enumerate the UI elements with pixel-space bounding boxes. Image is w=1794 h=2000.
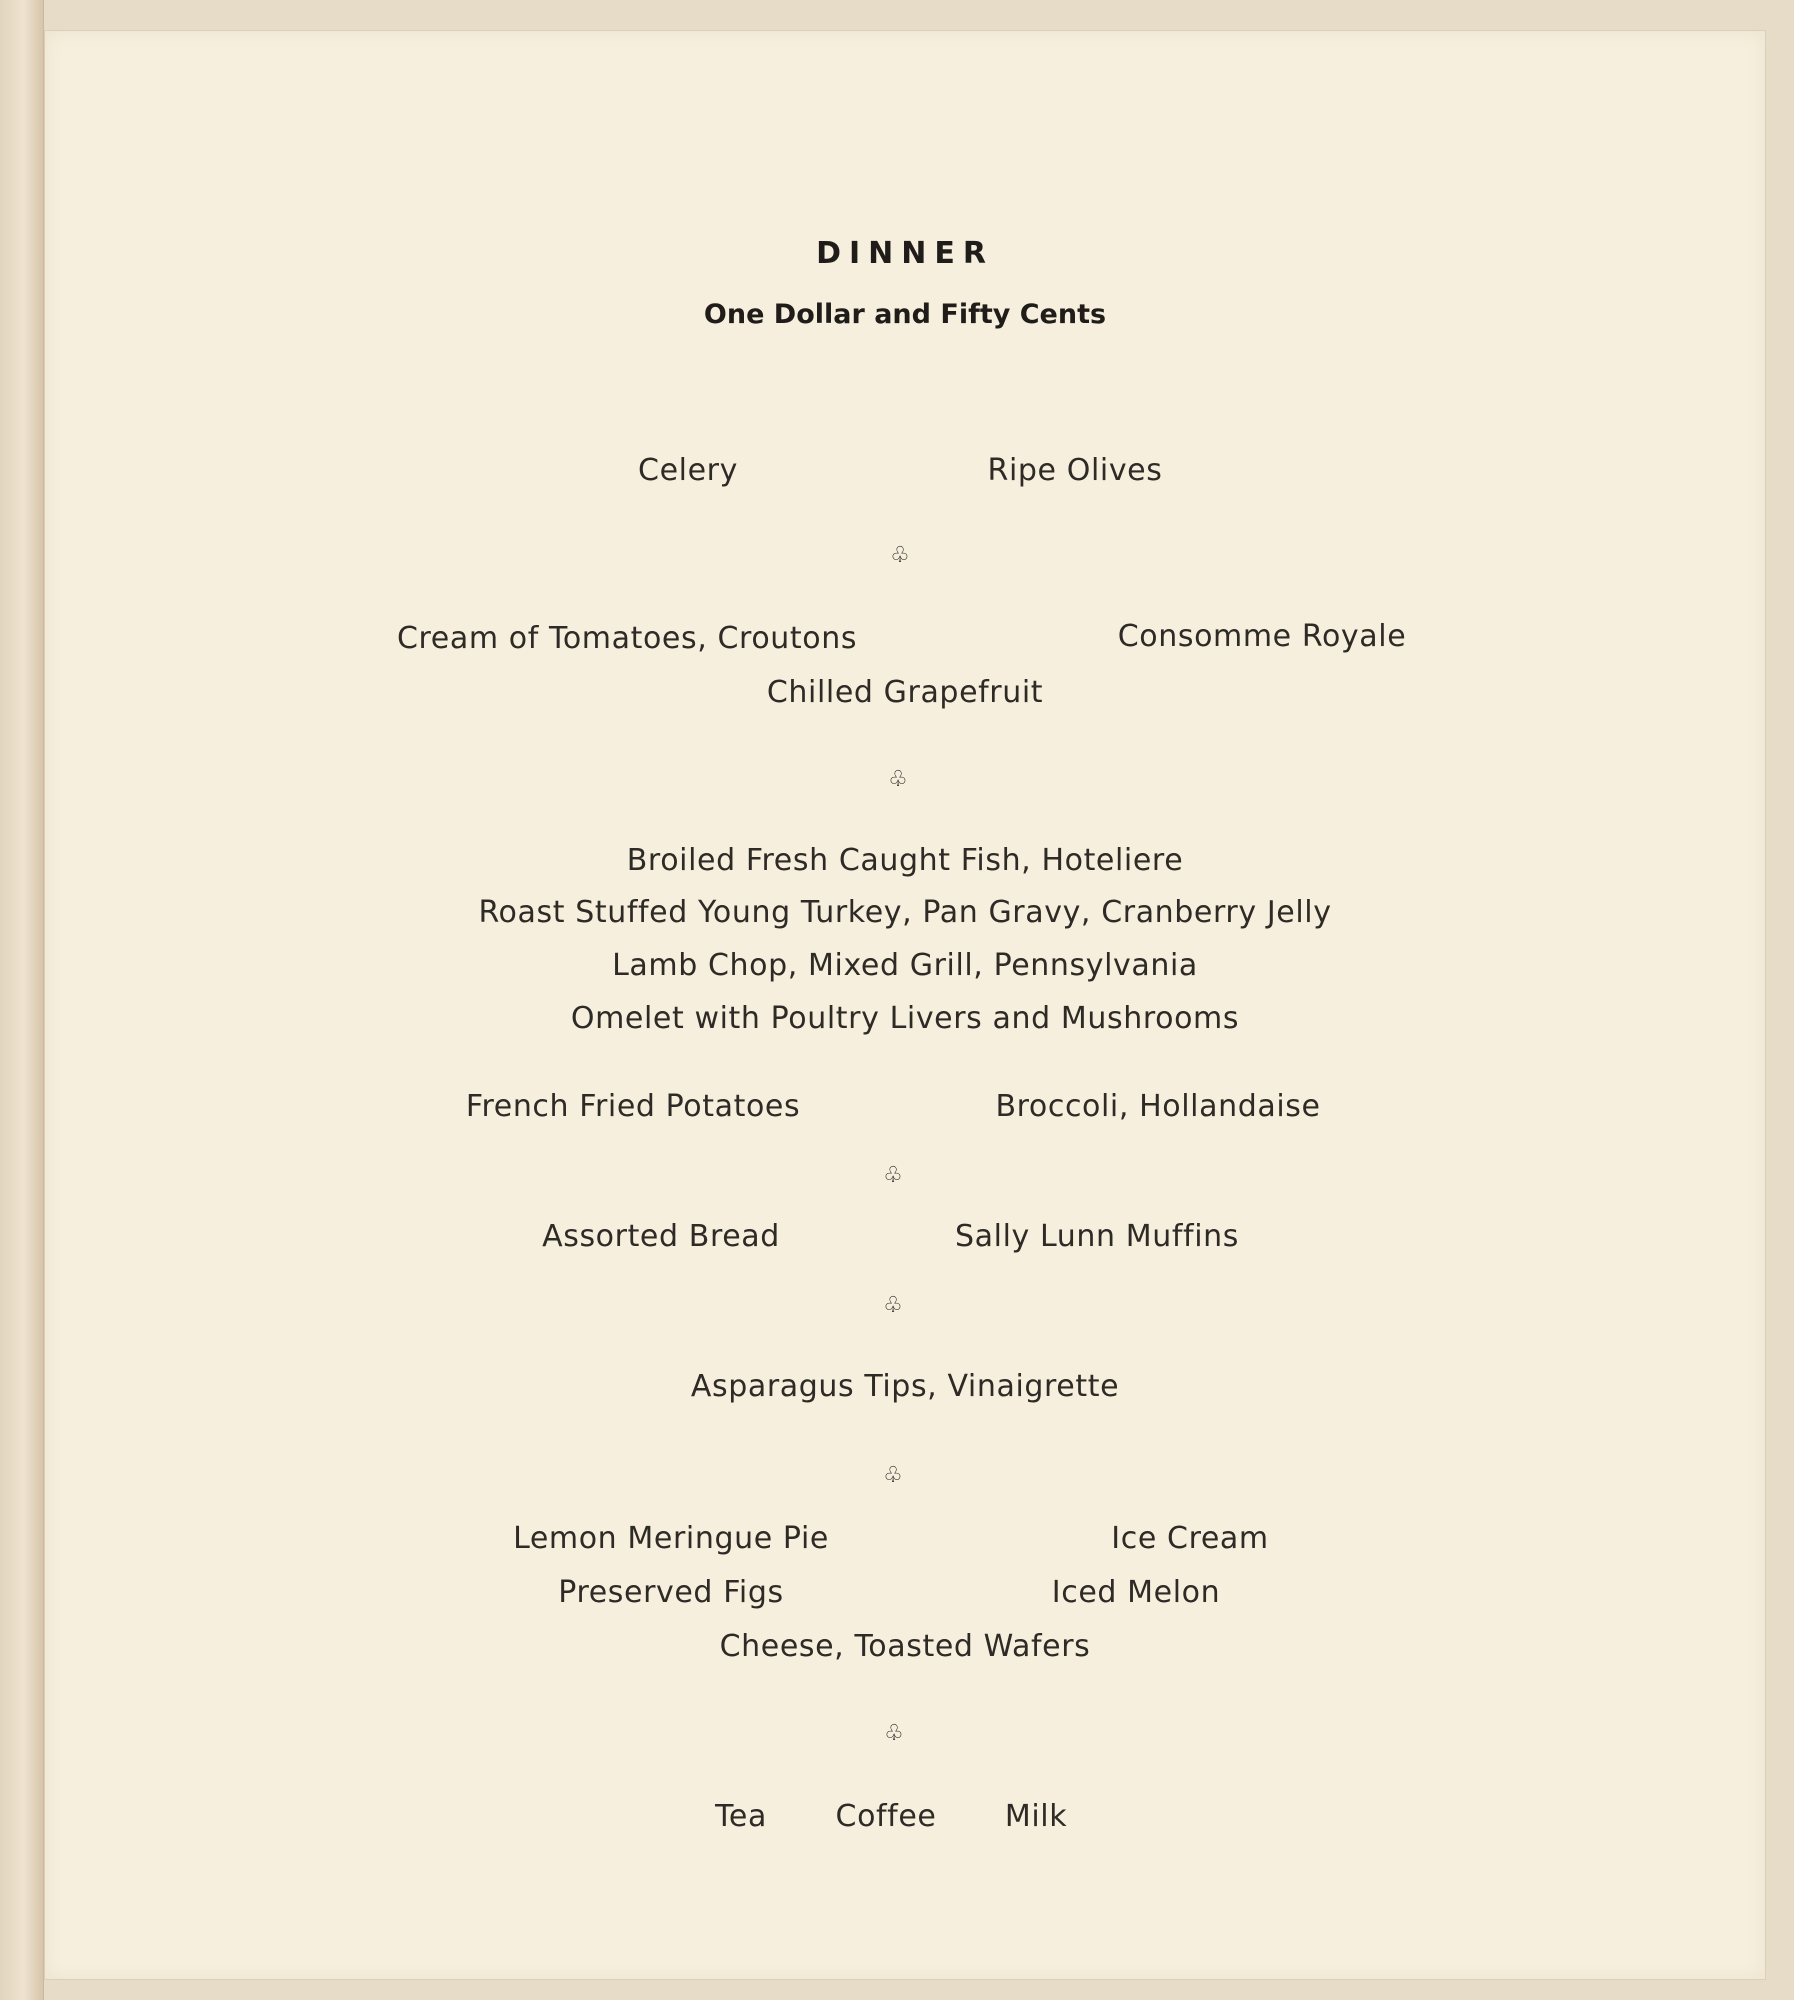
separator-club-icon: ♧: [883, 1163, 903, 1188]
page-binding-edge: [0, 0, 44, 2000]
bread-sally-lunn-muffins: Sally Lunn Muffins: [955, 1219, 1239, 1254]
separator-club-icon: ♧: [884, 1721, 904, 1746]
beverage-milk: Milk: [1004, 1799, 1068, 1834]
soup-cream-of-tomatoes: Cream of Tomatoes, Croutons: [396, 621, 858, 656]
separator-club-icon: ♧: [890, 543, 910, 568]
entree-item: Omelet with Poultry Livers and Mushrooms: [570, 1001, 1240, 1036]
menu-page: [44, 30, 1766, 1980]
dessert-cheese-toasted-wafers: Cheese, Toasted Wafers: [719, 1629, 1091, 1664]
side-broccoli-hollandaise: Broccoli, Hollandaise: [995, 1089, 1321, 1124]
salad-asparagus-tips: Asparagus Tips, Vinaigrette: [690, 1369, 1120, 1404]
menu-title: DINNER: [816, 236, 994, 271]
dessert-ice-cream: Ice Cream: [1111, 1521, 1269, 1556]
dessert-preserved-figs: Preserved Figs: [558, 1575, 784, 1610]
separator-club-icon: ♧: [883, 1293, 903, 1318]
bread-assorted: Assorted Bread: [542, 1219, 780, 1254]
appetizer-ripe-olives: Ripe Olives: [987, 453, 1163, 488]
entree-item: Broiled Fresh Caught Fish, Hoteliere: [626, 843, 1184, 878]
beverage-tea: Tea: [715, 1799, 767, 1834]
soup-consomme-royale: Consomme Royale: [1117, 619, 1407, 654]
menu-price: One Dollar and Fifty Cents: [703, 299, 1107, 330]
separator-club-icon: ♧: [888, 767, 908, 792]
dessert-iced-melon: Iced Melon: [1051, 1575, 1221, 1610]
separator-club-icon: ♧: [883, 1463, 903, 1488]
appetizer-celery: Celery: [638, 453, 738, 488]
side-french-fried-potatoes: French Fried Potatoes: [465, 1089, 801, 1124]
starter-chilled-grapefruit: Chilled Grapefruit: [766, 675, 1044, 710]
entree-item: Roast Stuffed Young Turkey, Pan Gravy, Cranberry Jelly: [478, 895, 1332, 930]
beverage-coffee: Coffee: [835, 1799, 937, 1834]
dessert-lemon-meringue-pie: Lemon Meringue Pie: [513, 1521, 829, 1556]
entree-item: Lamb Chop, Mixed Grill, Pennsylvania: [612, 948, 1198, 983]
